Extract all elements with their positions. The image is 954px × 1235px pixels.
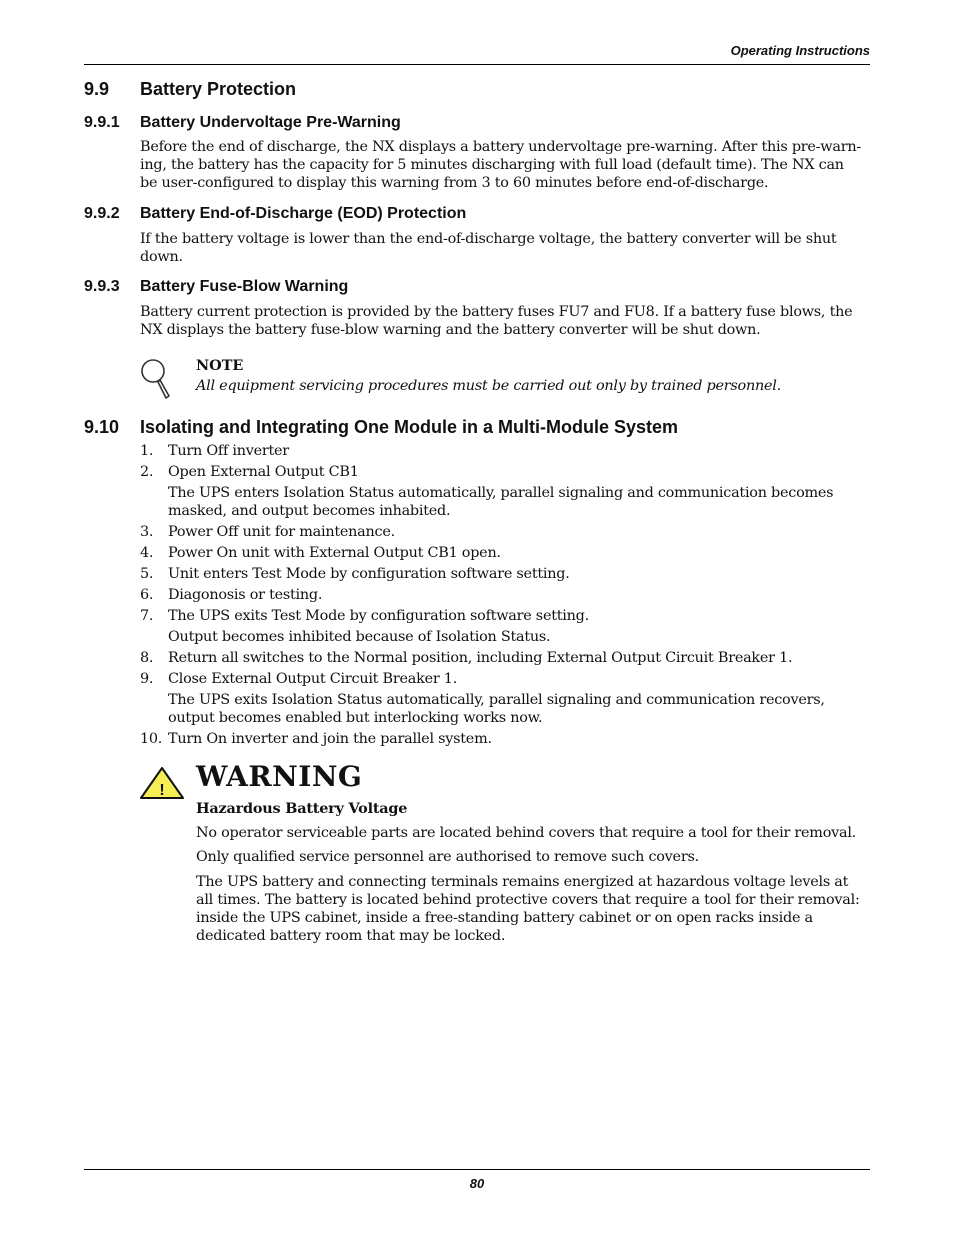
step-text: masked, and output becomes inhabited. xyxy=(168,503,451,519)
step-text: Output becomes inhibited because of Isolation Status. xyxy=(168,629,551,645)
step-text: Turn On inverter and join the parallel system. xyxy=(168,731,492,747)
step-text: Power Off unit for maintenance. xyxy=(168,524,395,540)
step-text: The UPS exits Isolation Status automatically, parallel signaling and communication recovers, xyxy=(168,692,825,708)
section-title: Isolating and Integrating One Module in a Multi-Module System xyxy=(140,417,679,437)
text-line: Battery current protection is provided by the battery fuses FU7 and FU8. If a battery fuse blows, the xyxy=(140,304,853,320)
step-text: Return all switches to the Normal position, including External Output Circuit Breaker 1. xyxy=(168,650,793,666)
text-line: inside the UPS cabinet, inside a free-standing battery cabinet or on open racks inside a xyxy=(196,910,813,926)
step-text: The UPS exits Test Mode by configuration software setting. xyxy=(168,608,589,624)
paragraph-eod xyxy=(140,230,872,266)
section-number: 9.9 xyxy=(84,79,110,99)
magnifier-icon xyxy=(138,356,174,402)
step-number: 4. xyxy=(140,545,154,561)
section-title: Battery End-of-Discharge (EOD) Protection xyxy=(140,205,467,222)
step-number: 5. xyxy=(140,566,154,582)
warning-triangle-icon xyxy=(139,766,185,800)
text-line: ing, the battery has the capacity for 5 minutes discharging with full load (default time). The NX can xyxy=(140,157,844,173)
step-text: Turn Off inverter xyxy=(168,443,289,459)
text-line: Before the end of discharge, the NX displays a battery undervoltage pre-warning. After this pre-warn- xyxy=(140,139,861,155)
text-line: NX displays the battery fuse-blow warning and the battery converter will be shut down. xyxy=(140,322,761,338)
warning-paragraph: No operator serviceable parts are located behind covers that require a tool for their removal. xyxy=(196,825,857,841)
note-title: NOTE xyxy=(196,357,244,374)
step-number: 7. xyxy=(140,608,154,624)
step-text: Diagonosis or testing. xyxy=(168,587,323,603)
step-number: 6. xyxy=(140,587,154,603)
header-rule xyxy=(84,64,870,65)
text-line: all times. The battery is located behind protective covers that require a tool for their removal: xyxy=(196,892,860,908)
section-number: 9.9.3 xyxy=(84,278,120,295)
step-number: 10. xyxy=(140,731,163,747)
text-line: down. xyxy=(140,249,183,265)
step-text: Close External Output Circuit Breaker 1. xyxy=(168,671,458,687)
section-number: 9.9.2 xyxy=(84,205,120,222)
section-number: 9.10 xyxy=(84,417,120,437)
step-number: 9. xyxy=(140,671,154,687)
step-number: 8. xyxy=(140,650,154,666)
section-title: Battery Undervoltage Pre-Warning xyxy=(140,114,401,131)
step-number: 3. xyxy=(140,524,154,540)
warning-paragraph xyxy=(196,873,872,945)
footer-rule xyxy=(84,1169,870,1170)
warning-subtitle: Hazardous Battery Voltage xyxy=(196,800,408,817)
section-number: 9.9.1 xyxy=(84,114,120,131)
warning-paragraph: Only qualified service personnel are authorised to remove such covers. xyxy=(196,849,699,865)
step-text: Power On unit with External Output CB1 open. xyxy=(168,545,501,561)
text-line: dedicated battery room that may be locked. xyxy=(196,928,506,944)
warning-exclamation: ! xyxy=(159,782,165,799)
step-number: 1. xyxy=(140,443,154,459)
step-text: The UPS enters Isolation Status automatically, parallel signaling and communication becomes xyxy=(168,485,834,501)
text-line: If the battery voltage is lower than the end-of-discharge voltage, the battery converter will be shut xyxy=(140,231,837,247)
warning-title: WARNING xyxy=(196,760,363,793)
paragraph-undervoltage xyxy=(140,138,872,192)
text-line: The UPS battery and connecting terminals remains energized at hazardous voltage levels at xyxy=(196,874,849,890)
note-text: All equipment servicing procedures must be carried out only by trained personnel. xyxy=(196,378,781,394)
step-text: Unit enters Test Mode by configuration software setting. xyxy=(168,566,570,582)
running-header: Operating Instructions xyxy=(730,43,870,58)
step-number: 2. xyxy=(140,464,154,480)
section-title: Battery Fuse-Blow Warning xyxy=(140,278,349,295)
step-text: Open External Output CB1 xyxy=(168,464,359,480)
step-text: output becomes enabled but interlocking works now. xyxy=(168,710,543,726)
paragraph-fuse-blow xyxy=(140,303,872,339)
section-title: Battery Protection xyxy=(140,79,297,99)
page-number: 80 xyxy=(469,1176,485,1191)
text-line: be user-configured to display this warning from 3 to 60 minutes before end-of-discharge. xyxy=(140,175,769,191)
